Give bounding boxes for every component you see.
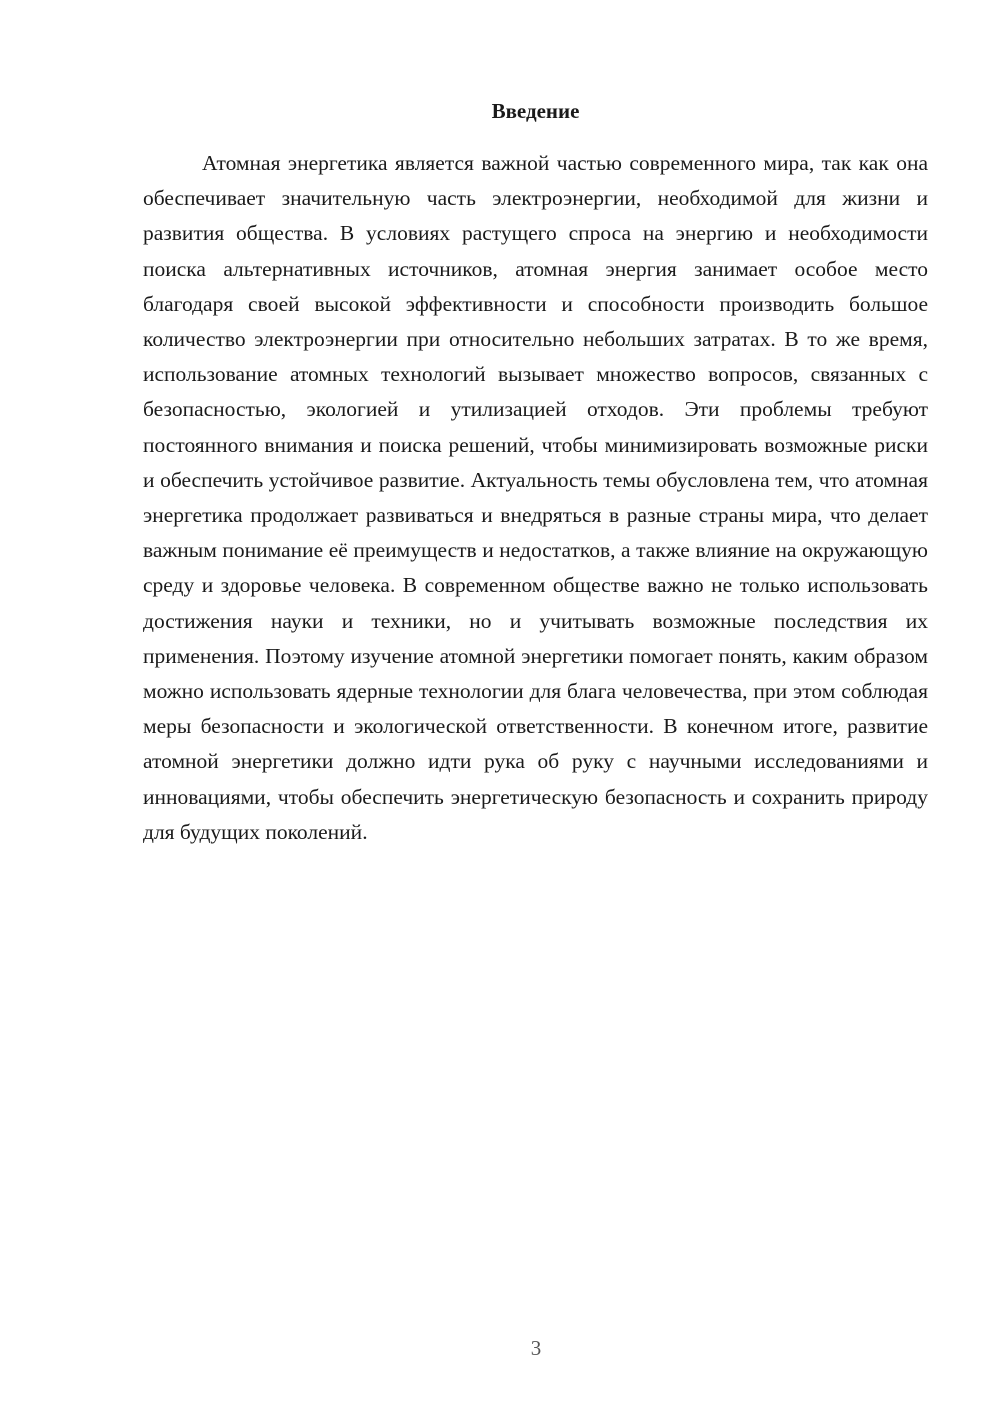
page-number: 3 (530, 1336, 542, 1360)
body-paragraph: Атомная энергетика является важной частью современного мира, так как она обеспечивает значительную часть электроэнергии, необходимой для жизни и развития общества. В условиях растущего спроса на энергию и необходимости поиска альтернативных источников, атомная энергия занимает особое место благодаря своей высокой эффективности и способности производить большое количество электроэнергии при относительно небольших затратах. В то же время, использование атомных технологий вызывает множество вопросов, связанных с безопасностью, экологией и утилизацией отходов. Эти проблемы требуют постоянного внимания и поиска решений, чтобы минимизировать возможные риски и обеспечить устойчивое развитие. Актуальность темы обусловлена тем, что атомная энергетика продолжает развиваться и внедряться в разные страны мира, что делает важным понимание её преимуществ и недостатков, а также влияние на окружающую среду и здоровье человека. В современном обществе важно не только использовать достижения науки и техники, но и учитывать возможные последствия их применения. Поэтому изучение атомной энергетики помогает понять, каким образом можно использовать ядерные технологии для блага человечества, при этом соблюдая меры безопасности и экологической ответственности. В конечном итоге, развитие атомной энергетики должно идти рука об руку с научными исследованиями и инновациями, чтобы обеспечить энергетическую безопасность и сохранить природу для будущих поколений. (143, 151, 928, 844)
section-heading: Введение (491, 99, 580, 123)
